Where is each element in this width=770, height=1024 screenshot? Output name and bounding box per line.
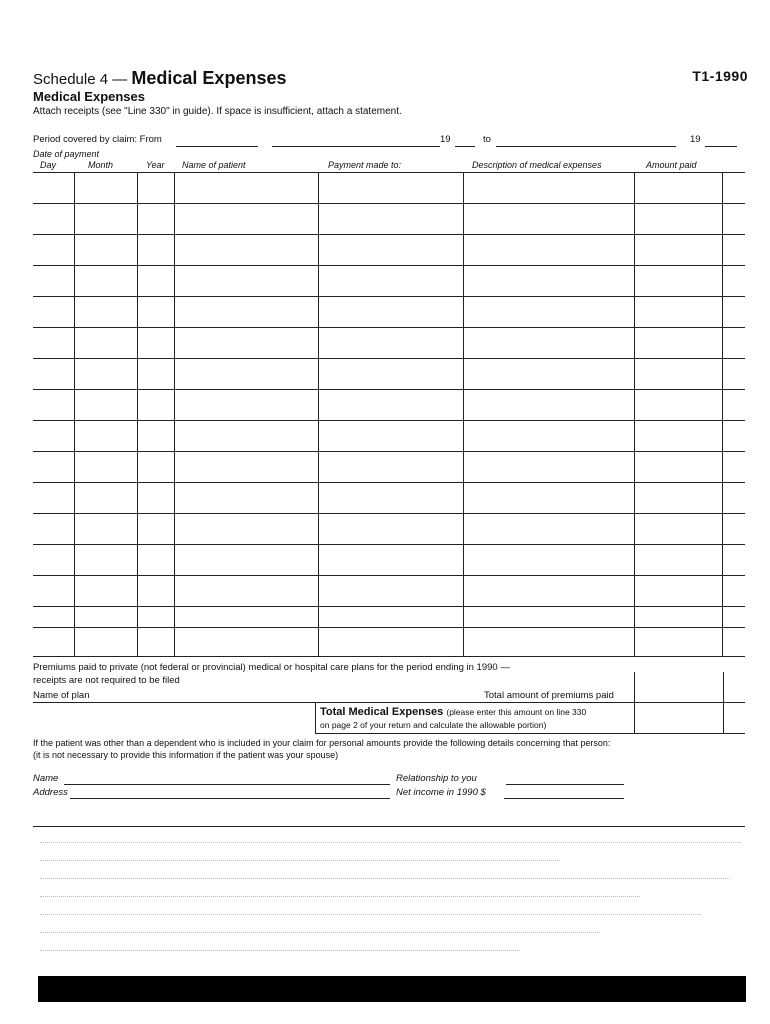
faint-text-line [40, 860, 560, 861]
col-divider-day-month [74, 172, 75, 657]
period-to-label: to [483, 134, 491, 145]
col-year: Year [146, 160, 165, 170]
table-row-rule [33, 544, 745, 545]
relationship-label: Relationship to you [396, 773, 477, 784]
premiums-amount-box[interactable] [634, 672, 724, 702]
table-row-rule [33, 358, 745, 359]
section-subtitle: Medical Expenses [33, 89, 145, 104]
total-medical-expenses-label [320, 706, 586, 718]
period-from-field-2[interactable] [272, 146, 440, 147]
faint-text-line [40, 878, 730, 879]
faint-text-line [40, 842, 740, 843]
schedule-title-main: Medical Expenses [131, 68, 287, 88]
faint-text-line [40, 896, 640, 897]
table-row-rule [33, 606, 745, 607]
col-payment-made-to: Payment made to: [328, 160, 402, 170]
faint-text-line [40, 950, 520, 951]
col-amount-paid: Amount paid [646, 160, 697, 170]
col-divider-amount-right [722, 172, 723, 657]
expense-table [33, 172, 745, 657]
table-row-rule [33, 420, 745, 421]
faint-text-line [40, 932, 600, 933]
plan-name-label: Name of plan [33, 690, 90, 701]
table-row-rule [33, 627, 745, 628]
table-row-rule [33, 451, 745, 452]
table-row-rule [33, 203, 745, 204]
table-row-rule [33, 575, 745, 576]
period-year2-field[interactable] [705, 146, 737, 147]
total-amount-box[interactable] [634, 703, 724, 733]
attach-note: Attach receipts (see "Line 330" in guide). If space is insufficient, attach a statement. [33, 106, 402, 117]
table-row-rule [33, 234, 745, 235]
patient-address-label: Address [33, 787, 68, 798]
period-from-field[interactable] [176, 146, 258, 147]
schedule-title-prefix: Schedule 4 — [33, 71, 128, 88]
net-income-field[interactable] [504, 798, 624, 799]
col-divider-name-payment [318, 172, 319, 657]
patient-note-line1: If the patient was other than a dependent who is included in your claim for personal amounts provide the following details concerning that person: [33, 738, 611, 748]
schedule-title [33, 68, 286, 89]
total-box-left-rule [315, 703, 316, 733]
col-divider-month-year [137, 172, 138, 657]
section-separator [33, 826, 745, 827]
footer-black-bar [38, 976, 746, 1002]
period-label: Period covered by claim: From [33, 134, 162, 145]
premiums-line1: Premiums paid to private (not federal or provincial) medical or hospital care plans for the period ending in 1990 — [33, 662, 510, 673]
table-header-rule [33, 172, 745, 173]
period-year1-field[interactable] [455, 146, 475, 147]
table-row-rule [33, 513, 745, 514]
table-row-rule [33, 265, 745, 266]
patient-name-label: Name [33, 773, 59, 784]
period-year2-label: 19 [690, 134, 701, 145]
total-note-1: (please enter this amount on line 330 [446, 707, 587, 717]
col-divider-year-name [174, 172, 175, 657]
patient-address-field[interactable] [70, 798, 390, 799]
period-year1-label: 19 [440, 134, 451, 145]
table-row-rule [33, 327, 745, 328]
col-name-of-patient: Name of patient [182, 160, 246, 170]
form-id: T1-1990 [692, 68, 748, 84]
relationship-field[interactable] [506, 784, 624, 785]
date-of-payment-label: Date of payment [33, 149, 100, 159]
table-row-rule [33, 482, 745, 483]
total-note-2: on page 2 of your return and calculate the allowable portion) [320, 720, 547, 730]
table-row-rule [33, 389, 745, 390]
col-day: Day [40, 160, 57, 170]
period-to-field[interactable] [496, 146, 676, 147]
col-month: Month [88, 160, 114, 170]
patient-name-field[interactable] [64, 784, 390, 785]
table-bottom-rule [33, 656, 745, 657]
table-row-rule [33, 296, 745, 297]
total-premiums-label: Total amount of premiums paid [484, 690, 614, 701]
net-income-label: Net income in 1990 $ [396, 787, 486, 798]
col-divider-payment-desc [463, 172, 464, 657]
col-divider-desc-amount [634, 172, 635, 657]
patient-note-line2: (it is not necessary to provide this information if the patient was your spouse) [33, 750, 339, 760]
premiums-line2: receipts are not required to be filed [33, 675, 180, 686]
total-label-text: Total Medical Expenses [320, 706, 444, 718]
total-box-bottom-rule [315, 733, 745, 734]
col-description: Description of medical expenses [472, 160, 602, 170]
faint-text-line [40, 914, 700, 915]
